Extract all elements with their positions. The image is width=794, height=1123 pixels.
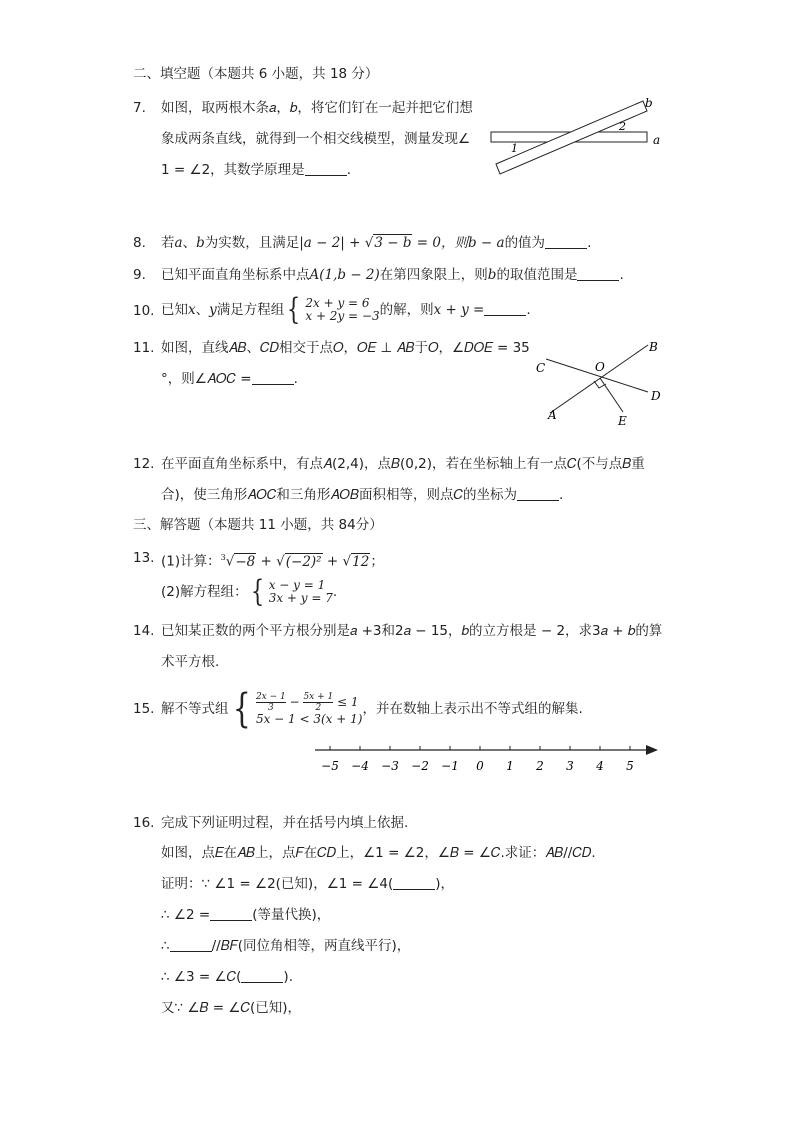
q13-system: { 𝑥 − 𝑦 = 1 3𝑥 + 𝑦 = 7 xyxy=(250,574,333,609)
q13-part2: (2)解方程组： { 𝑥 − 𝑦 = 1 3𝑥 + 𝑦 = 7 . xyxy=(161,574,338,609)
q11-line2: °，则∠𝐴𝑂𝐶 = . xyxy=(161,371,298,387)
angle-2-label: 2 xyxy=(619,120,626,133)
q7-line3: 1 = ∠2，其数学原理是 . xyxy=(161,162,351,178)
number-line[interactable] xyxy=(312,740,662,772)
q16-line1: 完成下列证明过程，并在括号内填上依据. xyxy=(161,815,409,831)
q16-line2: 如图，点𝐸在𝐴𝐵上，点𝐹在𝐶𝐷上，∠1 = ∠2，∠𝐵 = ∠𝐶.求证：𝐴𝐵//𝐶𝐷. xyxy=(161,845,596,861)
tick-label: 5 xyxy=(626,759,634,772)
q16-number: 16. xyxy=(133,815,155,831)
q7-figure xyxy=(488,96,668,178)
q12-number: 12. xyxy=(133,456,155,472)
q13-number: 13. xyxy=(133,550,155,566)
q11-figure xyxy=(528,335,668,430)
section-fill-title: 二、填空题（本题共 6 小题，共 18 分） xyxy=(133,66,379,82)
tick-label: −4 xyxy=(351,759,369,772)
q10-line: 已知𝑥、𝑦满足方程组 { 2𝑥 + 𝑦 = 6 𝑥 + 2𝑦 = −3 的解，则𝑥 + 𝑦 = . xyxy=(161,292,531,327)
q12-answer-blank[interactable] xyxy=(517,486,559,501)
q16-blank3[interactable] xyxy=(170,937,212,952)
label-O: O xyxy=(595,360,605,374)
line-AB xyxy=(550,345,648,413)
label-a: a xyxy=(653,133,661,147)
q9-answer-blank[interactable] xyxy=(577,266,619,281)
q14-line2: 术平方根. xyxy=(161,654,220,670)
q16-blank1[interactable] xyxy=(393,875,435,890)
label-D: D xyxy=(651,389,661,403)
q11-number: 11. xyxy=(133,340,155,356)
tick-label: 1 xyxy=(506,759,514,772)
label-E: E xyxy=(618,414,627,428)
q16-line6: ∴ ∠3 = ∠𝐶( ). xyxy=(161,969,293,985)
q16-blank4[interactable] xyxy=(241,968,283,983)
tick-label: 2 xyxy=(536,759,544,772)
section-answer-title: 三、解答题（本题共 11 小题，共 84分） xyxy=(133,517,383,533)
q10-number: 10. xyxy=(133,303,155,319)
q16-line5: ∴ //𝐵𝐹(同位角相等，两直线平行)， xyxy=(161,938,411,954)
q7-line1: 如图，取两根木条𝑎，𝑏，将它们钉在一起并把它们想 xyxy=(161,100,473,116)
q15-number: 15. xyxy=(133,701,155,717)
tick-label: −1 xyxy=(441,759,459,772)
angle-1-label: 1 xyxy=(511,142,518,155)
q7-line2: 象成两条直线，就得到一个相交线模型，测量发现∠ xyxy=(161,131,471,147)
q9-number: 9. xyxy=(133,267,146,283)
tick-label: 4 xyxy=(596,759,604,772)
q12-line1: 在平面直角坐标系中，有点𝐴(2,4)，点𝐵(0,2)，若在坐标轴上有一点𝐶(不与点𝐵重 xyxy=(161,456,645,472)
q11-answer-blank[interactable] xyxy=(252,370,294,385)
q10-answer-blank[interactable] xyxy=(484,301,526,316)
q16-line4: ∴ ∠2 = (等量代换)， xyxy=(161,907,331,923)
label-b: b xyxy=(645,96,653,110)
q14-line1: 已知某正数的两个平方根分别是𝑎 +3和2𝑎 − 15，𝑏的立方根是 − 2，求3𝑎 + 𝑏的算 xyxy=(161,623,663,639)
q16-line7: 又∵ ∠𝐵 = ∠𝐶(已知)， xyxy=(161,1000,302,1016)
q11-line1: 如图，直线𝐴𝐵、𝐶𝐷相交于点𝑂，𝑂𝐸 ⊥ 𝐴𝐵于𝑂，∠𝐷𝑂𝐸 = 35 xyxy=(161,340,530,356)
q7-number: 7. xyxy=(133,100,146,116)
q13-part1: (1)计算：$^3$√−8 + √(−2)² + √12； xyxy=(161,553,384,570)
q8-answer-blank[interactable] xyxy=(545,234,587,249)
label-A: A xyxy=(548,408,557,422)
q14-number: 14. xyxy=(133,623,155,639)
q15-system: { $\frac{\text{2𝑥 − 1}}{3}$ − $\frac{\text{5𝑥 + 1}}{2}$ ≤ 1 5𝑥 − 1 < 3(𝑥 + 1) xyxy=(232,686,363,732)
tick-label: 0 xyxy=(476,759,484,772)
q7-answer-blank[interactable] xyxy=(305,161,347,176)
q8-line: 若𝑎、𝑏为实数，且满足|𝑎 − 2| + √3 − 𝑏 = 0，则𝑏 − 𝑎的值为 . xyxy=(161,235,592,251)
label-B: B xyxy=(649,340,658,354)
q16-blank2[interactable] xyxy=(210,906,252,921)
q9-line: 已知平面直角坐标系中点𝐴(1,𝑏 − 2)在第四象限上，则𝑏的取值范围是 . xyxy=(161,267,624,283)
right-angle-mark xyxy=(594,381,606,388)
tick-label: −5 xyxy=(321,759,339,772)
q15-line: 解不等式组 { $\frac{\text{2𝑥 − 1}}{3}$ − $\frac{\text{5𝑥 + 1}}{2}$ ≤ 1 5𝑥 − 1 < 3(𝑥 + 1) ，并在数轴上表示出不等式组的解集. xyxy=(161,686,583,732)
q12-line2: 合)，使三角形𝐴𝑂𝐶和三角形𝐴𝑂𝐵面积相等，则点𝐶的坐标为 . xyxy=(161,487,564,503)
tick-label: −3 xyxy=(381,759,399,772)
tick-label: −2 xyxy=(411,759,429,772)
tick-label: 3 xyxy=(566,759,574,772)
number-line-arrow xyxy=(646,745,658,755)
q8-number: 8. xyxy=(133,235,146,251)
label-C: C xyxy=(536,361,546,375)
q16-line3: 证明：∵ ∠1 = ∠2(已知)，∠1 = ∠4( )， xyxy=(161,876,455,892)
q10-system: { 2𝑥 + 𝑦 = 6 𝑥 + 2𝑦 = −3 xyxy=(287,292,380,327)
